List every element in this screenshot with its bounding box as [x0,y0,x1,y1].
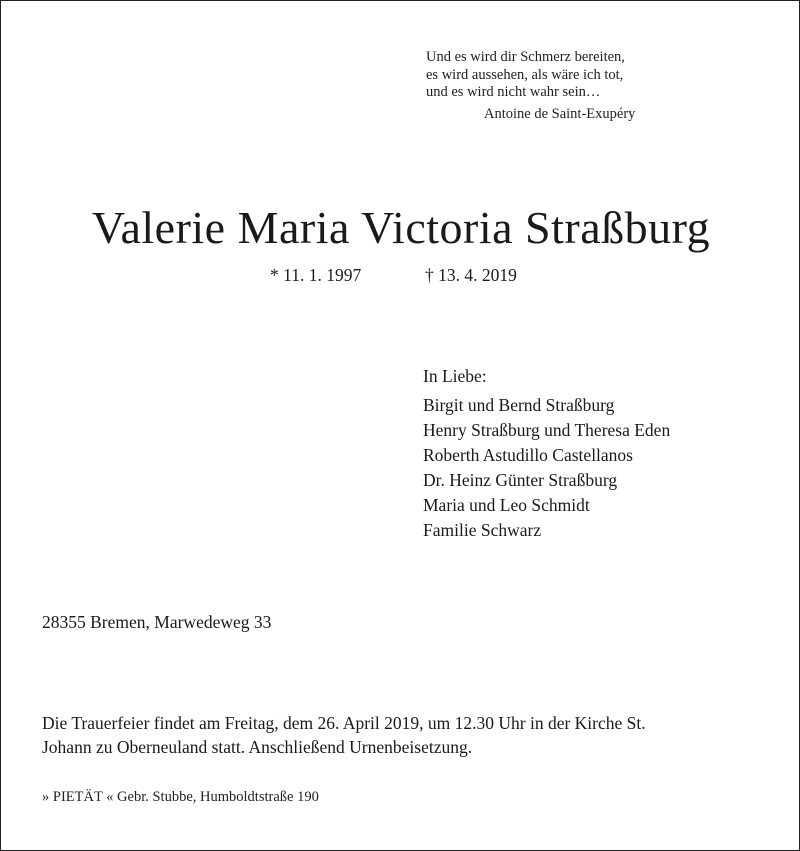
mourners-list [423,365,670,543]
mourners-heading: In Liebe: [423,366,487,386]
quote-author: Antoine de Saint-Exupéry [484,106,636,122]
funeral-home: » PIETÄT « Gebr. Stubbe, Humboldtstraße 190 [42,789,319,805]
mourner-name: Dr. Heinz Günter Straßburg [423,470,618,490]
quote-line: und es wird nicht wahr sein… [426,84,601,100]
birth-date: * 11. 1. 1997 [270,265,362,285]
epigraph-quote [426,49,625,102]
notice-line: Die Trauerfeier findet am Freitag, dem 26. April 2019, um 12.30 Uhr in der Kirche St. [42,713,646,733]
quote-line: Und es wird dir Schmerz bereiten, [426,49,625,65]
deceased-name: Valerie Maria Victoria Straßburg [91,202,711,253]
family-address: 28355 Bremen, Marwedeweg 33 [42,612,272,632]
quote-line: es wird aussehen, als wäre ich tot, [426,66,624,83]
death-date: † 13. 4. 2019 [425,265,517,285]
mourner-name: Henry Straßburg und Theresa Eden [423,420,671,440]
mourner-name: Maria und Leo Schmidt [423,495,590,515]
funeral-service-notice [42,711,772,759]
mourner-name: Roberth Astudillo Castellanos [423,445,633,465]
mourner-name: Birgit und Bernd Straßburg [423,395,615,415]
mourner-name: Familie Schwarz [423,520,542,540]
notice-line: Johann zu Oberneuland statt. Anschließend Urnenbeisetzung. [42,737,473,757]
